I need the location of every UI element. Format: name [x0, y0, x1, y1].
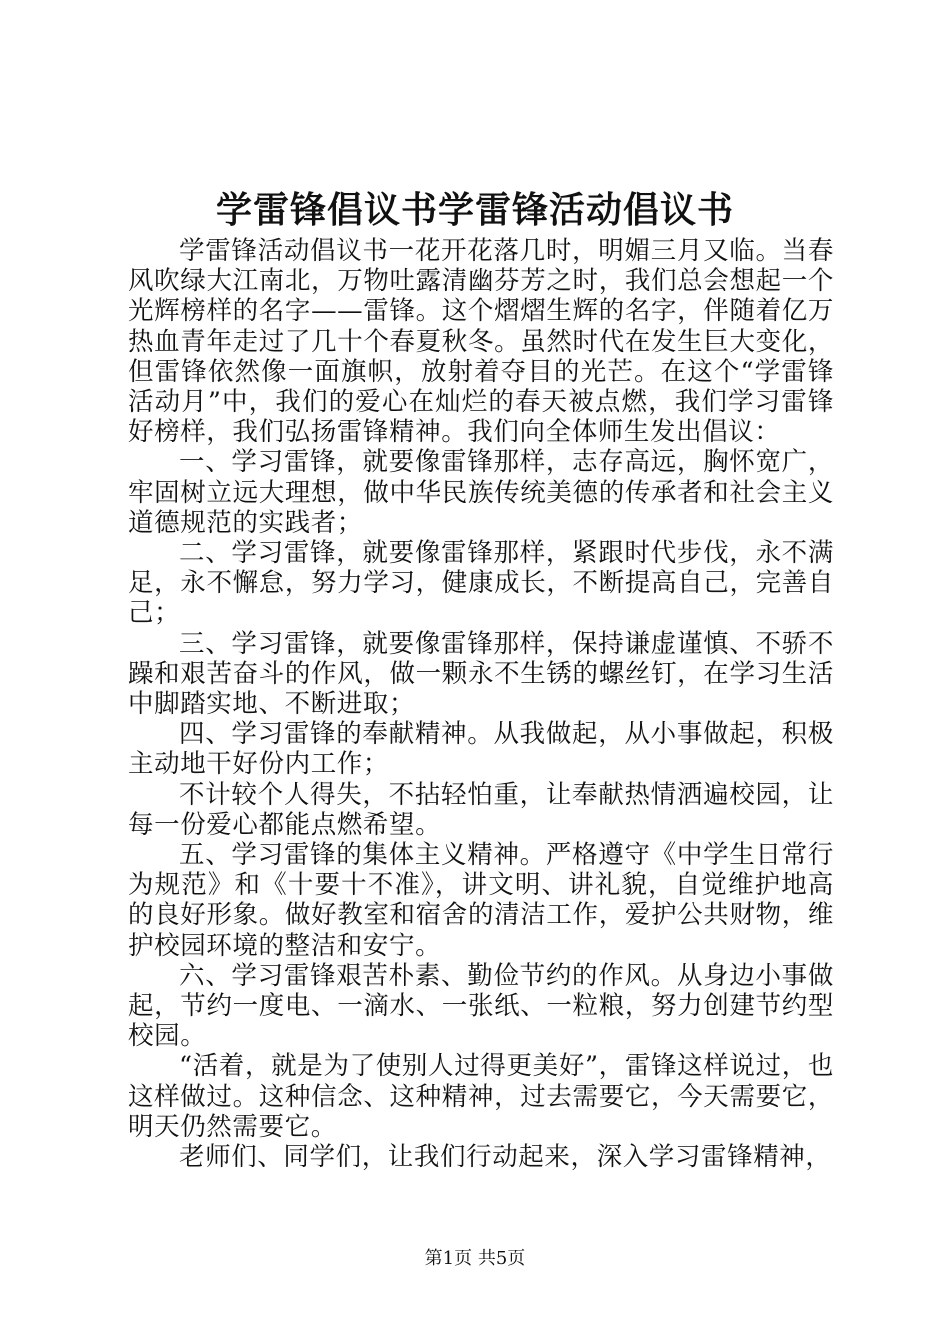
- paragraph-item-3: 三、学习雷锋，就要像雷锋那样，保持谦虚谨慎、不骄不躁和艰苦奋斗的作风，做一颗永不生锈的螺丝钉，在学习生活中脚踏实地、不断进取；: [128, 628, 834, 720]
- paragraph-item-2: 二、学习雷锋，就要像雷锋那样，紧跟时代步伐，永不满足，永不懈怠，努力学习，健康成长，不断提高自己，完善自己；: [128, 538, 834, 629]
- paragraph-item-1: 一、学习雷锋，就要像雷锋那样，志存高远，胸怀宽广，牢固树立远大理想，做中华民族传统美德的传承者和社会主义道德规范的实践者；: [128, 447, 834, 538]
- paragraph-item-6: 六、学习雷锋艰苦朴素、勤俭节约的作风。从身边小事做起，节约一度电、一滴水、一张纸、一粒粮，努力创建节约型校园。: [128, 960, 834, 1052]
- document-title: 学雷锋倡议书学雷锋活动倡议书: [215, 189, 734, 231]
- paragraph-intro: 学雷锋活动倡议书一花开花落几时，明媚三月又临。当春风吹绿大江南北，万物吐露清幽芬芳之时，我们总会想起一个光辉榜样的名字——雷锋。这个熠熠生辉的名字，伴随着亿万热血青年走过了几十个春夏秋冬。虽然时代在发生巨大变化，但雷锋依然像一面旗帜，放射着夺目的光芒。在这个“学雷锋活动月”中，我们的爱心在灿烂的春天被点燃，我们学习雷锋好榜样，我们弘扬雷锋精神。我们向全体师生发出倡议：: [128, 236, 834, 448]
- paragraph-quote: “活着，就是为了使别人过得更美好”，雷锋这样说过，也这样做过。这种信念、这种精神，过去需要它，今天需要它，明天仍然需要它。: [128, 1051, 834, 1142]
- document-body: [128, 236, 834, 1172]
- paragraph-item-4-continued: 不计较个人得失，不拈轻怕重，让奉献热情洒遍校园，让每一份爱心都能点燃希望。: [128, 779, 834, 840]
- paragraph-closing: 老师们、同学们，让我们行动起来，深入学习雷锋精神，: [179, 1142, 832, 1173]
- paragraph-item-4: 四、学习雷锋的奉献精神。从我做起，从小事做起，积极主动地干好份内工作；: [128, 719, 834, 780]
- paragraph-item-5: 五、学习雷锋的集体主义精神。严格遵守《中学生日常行为规范》和《十要十不准》，讲文明、讲礼貌，自觉维护地高的良好形象。做好教室和宿舍的清洁工作，爱护公共财物，维护校园环境的整洁和安宁。: [128, 840, 834, 961]
- page-number-footer: 第1页 共5页: [424, 1248, 526, 1269]
